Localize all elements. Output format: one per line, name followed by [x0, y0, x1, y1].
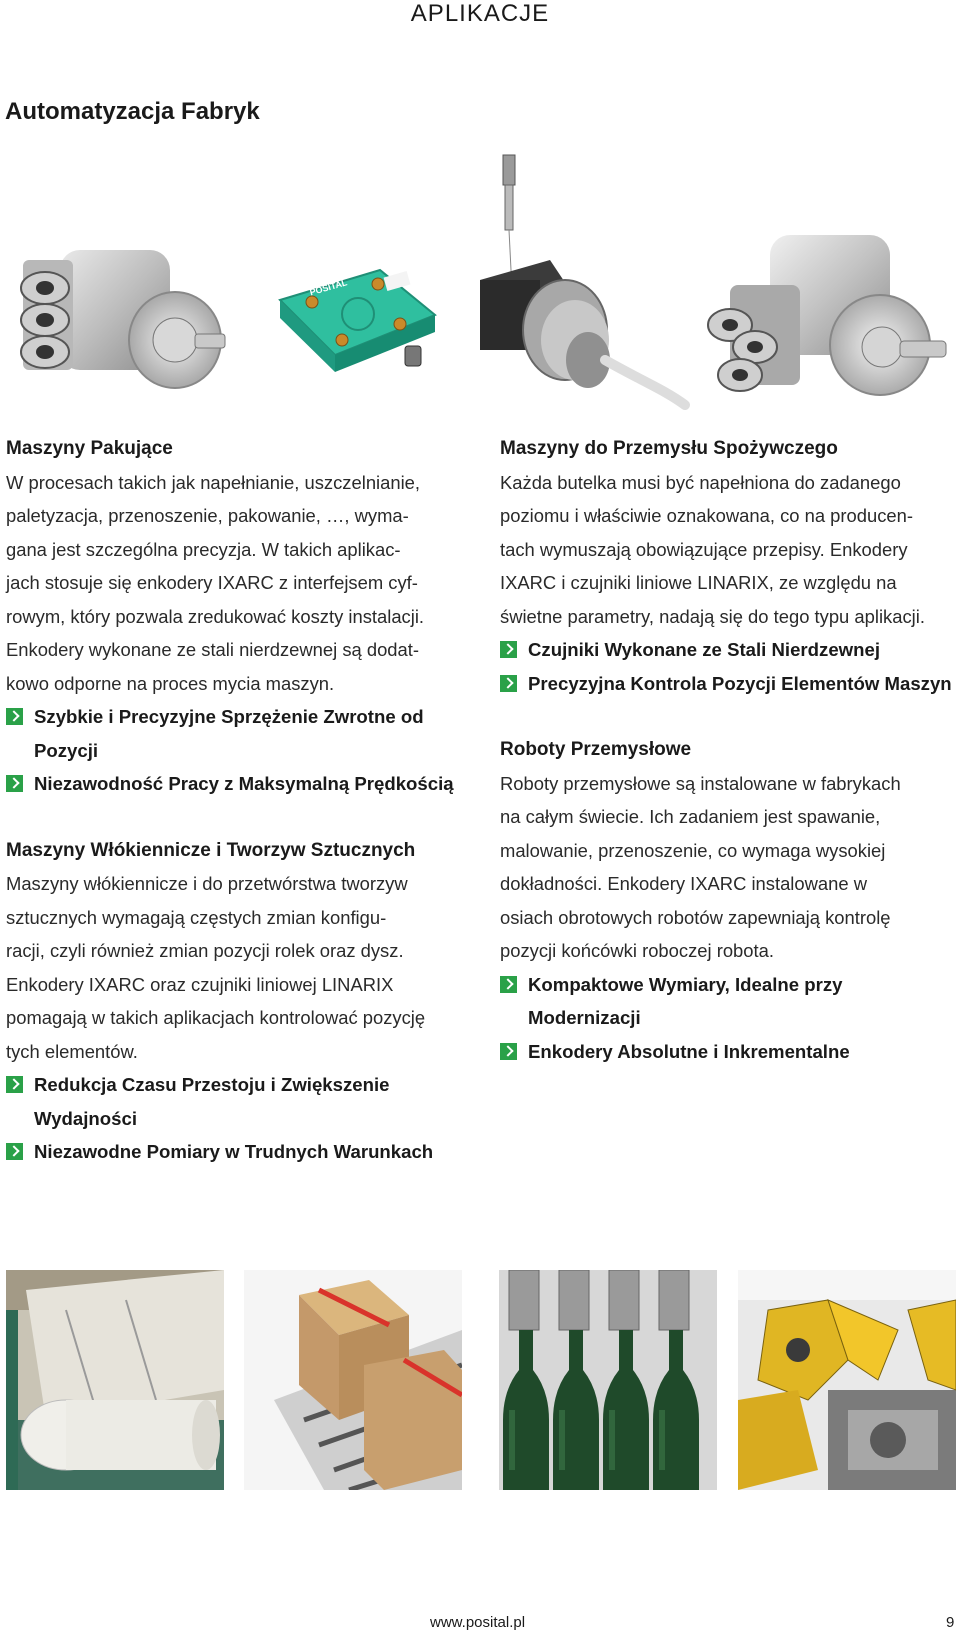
text-line: IXARC i czujniki liniowe LINARIX, ze względu na — [500, 572, 897, 593]
text-line: malowanie, przenoszenie, co wymaga wysokiej — [500, 839, 886, 861]
text-line: gana jest szczególna precyzja. W takich aplikac- — [6, 538, 401, 560]
text-line: Maszyny włókiennicze i do przetwórstwa tworzyw — [6, 873, 408, 894]
bullet-text: Precyzyjna Kontrola Pozycji Elementów Maszyn — [528, 672, 952, 694]
text-line: racji, czyli również zmian pozycji rolek oraz dysz. — [6, 940, 404, 961]
bullet-text: Niezawodne Pomiary w Trudnych Warunkach — [34, 1141, 434, 1162]
text-line: na całym świecie. Ich zadaniem jest spawanie, — [500, 806, 881, 827]
text-line: paletyzacja, przenoszenie, pakowanie, …, wyma- — [6, 505, 409, 526]
bullet-text: Niezawodność Pracy z Maksymalną Prędkością — [34, 773, 454, 794]
bottle-filling-photo — [499, 1270, 717, 1490]
bullet-item — [500, 633, 956, 667]
bullet-list-packaging — [6, 700, 464, 801]
text-line: W procesach takich jak napełnianie, uszczelnianie, — [6, 471, 421, 493]
section-title-packaging: Maszyny Pakujące — [6, 438, 173, 459]
text-line: świetne parametry, nadają się do tego typu aplikacji. — [500, 605, 925, 627]
chevron-right-icon — [500, 1043, 517, 1060]
text-line: tach wymuszają obowiązujące przepisy. Enkodery — [500, 538, 908, 560]
left-column — [6, 432, 464, 1169]
text-line: rowym, który pozwala zredukować koszty instalacji. — [6, 605, 425, 627]
chevron-right-icon — [6, 1076, 23, 1093]
chevron-right-icon — [500, 641, 517, 658]
text-line: pozycji końcówki roboczej robota. — [500, 940, 774, 961]
text-line: poziomu i właściwie oznakowana, co na producen- — [500, 505, 913, 526]
text-line: tych elementów. — [6, 1040, 138, 1062]
footer-url: www.posital.pl — [430, 1614, 526, 1631]
section-title-robots: Roboty Przemysłowe — [500, 739, 692, 760]
bullet-item — [500, 1035, 956, 1069]
paragraph-textile — [6, 867, 464, 1068]
paragraph-robots — [500, 767, 956, 968]
bullet-text: Czujniki Wykonane ze Stali Nierdzewnej — [528, 639, 880, 660]
text-line: Roboty przemysłowe są instalowane w fabrykach — [500, 772, 901, 794]
packaging-boxes-photo — [244, 1270, 462, 1490]
bullet-item — [6, 767, 464, 801]
textile-machine-photo — [6, 1270, 224, 1490]
bullet-list-food — [500, 633, 956, 700]
section-header: APLIKACJE — [410, 0, 550, 27]
draw-wire-sensor-image — [470, 150, 695, 410]
encoder-image-1 — [5, 230, 230, 400]
section-title-textile: Maszyny Włókiennicze i Tworzyw Sztucznych — [6, 839, 416, 861]
inclination-sensor-image — [270, 260, 440, 380]
bullet-text: Redukcja Czasu Przestoju i Zwiększenie Wydajności — [34, 1074, 390, 1129]
right-column — [500, 432, 956, 1068]
text-line: dokładności. Enkodery IXARC instalowane w — [500, 873, 867, 894]
section-title-food: Maszyny do Przemysłu Spożywczego — [500, 438, 838, 459]
text-line: sztucznych wymagają częstych zmian konfigu- — [6, 906, 387, 928]
text-line: pomagają w takich aplikacjach kontrolować pozycję — [6, 1007, 426, 1028]
bullet-item — [500, 667, 956, 701]
application-photos — [0, 1270, 960, 1490]
chevron-right-icon — [6, 708, 23, 725]
chevron-right-icon — [6, 775, 23, 792]
bullet-list-textile — [6, 1068, 464, 1169]
bullet-list-robots — [500, 968, 956, 1069]
text-line: jach stosuje się enkodery IXARC z interfejsem cyf- — [6, 572, 418, 593]
bullet-text: Kompaktowe Wymiary, Idealne przy Modernizacji — [528, 973, 843, 1028]
text-line: kowo odporne na proces mycia maszyn. — [6, 672, 335, 694]
chevron-right-icon — [500, 675, 517, 692]
text-line: Enkodery IXARC oraz czujniki liniowej LINARIX — [6, 973, 394, 995]
product-images — [0, 150, 960, 420]
text-line: Każda butelka musi być napełniona do zadanego — [500, 471, 901, 493]
industrial-robot-photo — [738, 1270, 956, 1490]
page-number: 9 — [946, 1614, 955, 1631]
text-line: Enkodery wykonane ze stali nierdzewnej są dodat- — [6, 639, 419, 660]
paragraph-packaging — [6, 466, 464, 701]
text-line: osiach obrotowych robotów zapewniają kontrolę — [500, 906, 891, 928]
bullet-item — [6, 1068, 464, 1135]
bullet-text: Szybkie i Precyzyjne Sprzężenie Zwrotne od Pozycji — [34, 706, 424, 761]
bullet-item — [6, 1135, 464, 1169]
chevron-right-icon — [6, 1143, 23, 1160]
paragraph-food — [500, 466, 956, 634]
sensor-brand-label: POSITAL — [308, 277, 349, 298]
bullet-item — [500, 968, 956, 1035]
chevron-right-icon — [500, 976, 517, 993]
bullet-item — [6, 700, 464, 767]
encoder-image-2 — [700, 225, 955, 400]
bullet-text: Enkodery Absolutne i Inkrementalne — [528, 1040, 850, 1062]
page-title: Automatyzacja Fabryk — [5, 98, 260, 125]
